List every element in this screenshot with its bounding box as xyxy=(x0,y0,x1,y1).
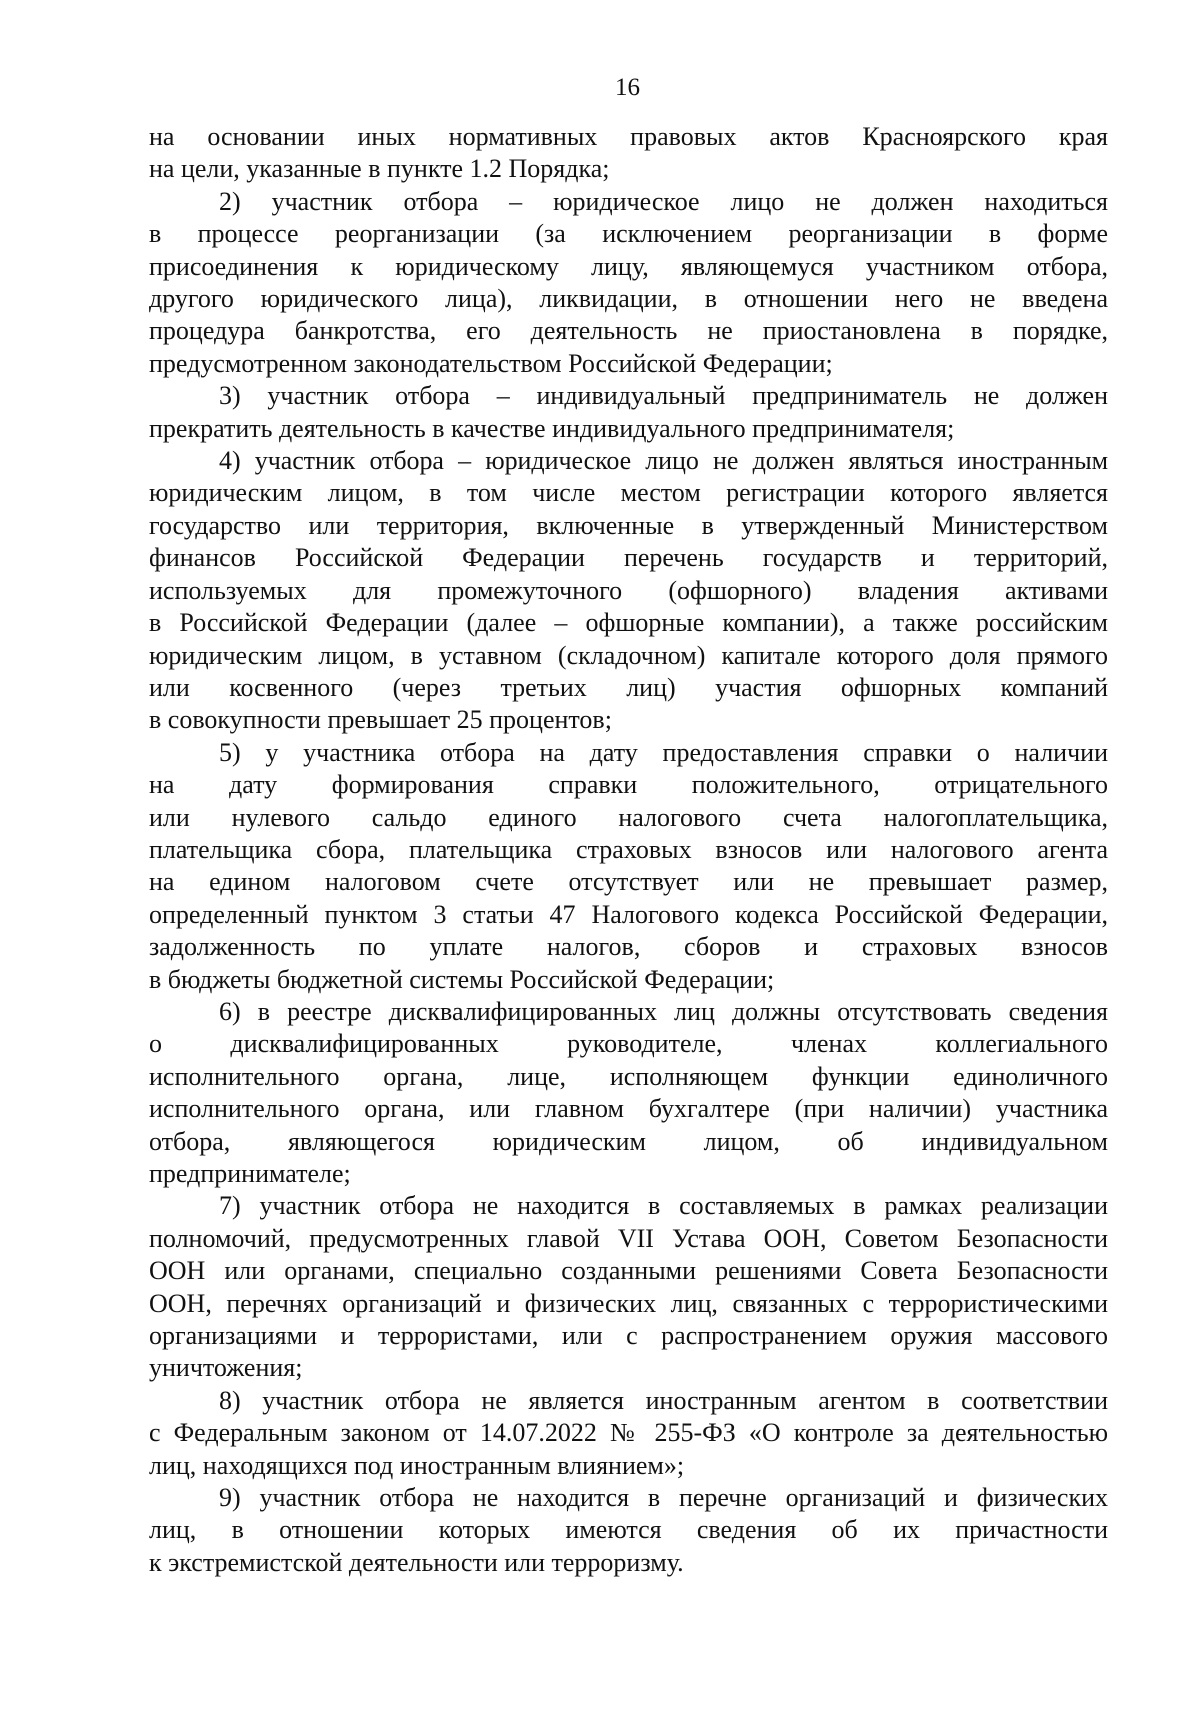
text-line: исполнительного органа, или главном бухгалтере (при наличии) участника xyxy=(149,1094,1108,1124)
text-line: на дату формирования справки положительного, отрицательного xyxy=(149,770,1108,800)
text-line: ООН или органами, специально созданными решениями Совета Безопасности xyxy=(149,1256,1108,1286)
text-line: в бюджеты бюджетной системы Российской Федерации; xyxy=(149,964,775,994)
text-line: 8) участник отбора не является иностранным агентом в соответствии xyxy=(219,1385,1108,1415)
text-line: или косвенного (через третьих лиц) участия офшорных компаний xyxy=(149,672,1108,702)
text-line: к экстремистской деятельности или терроризму. xyxy=(149,1547,684,1577)
paragraph-p2 xyxy=(149,186,1108,380)
text-line: процедура банкротства, его деятельность не приостановлена в порядке, xyxy=(149,316,1108,346)
text-line: в процессе реорганизации (за исключением реорганизации в форме xyxy=(149,219,1108,249)
text-line: плательщика сбора, плательщика страховых взносов или налогового агента xyxy=(149,834,1108,864)
text-line: определенный пунктом 3 статьи 47 Налогового кодекса Российской Федерации, xyxy=(149,899,1108,929)
paragraph-p9 xyxy=(149,1482,1108,1579)
text-line: лиц, в отношении которых имеются сведения об их причастности xyxy=(149,1515,1108,1545)
text-line: 7) участник отбора не находится в составляемых в рамках реализации xyxy=(219,1191,1108,1221)
paragraph-p5 xyxy=(149,737,1108,996)
text-line: 4) участник отбора – юридическое лицо не должен являться иностранным xyxy=(219,446,1108,476)
text-line: прекратить деятельность в качестве индивидуального предпринимателя; xyxy=(149,413,955,443)
text-line: в Российской Федерации (далее – офшорные компании), а также российским xyxy=(149,608,1108,638)
text-line: или нулевого сальдо единого налогового счета налогоплательщика, xyxy=(149,802,1108,832)
text-line: 5) у участника отбора на дату предоставления справки о наличии xyxy=(219,737,1108,767)
text-line: задолженность по уплате налогов, сборов и страховых взносов xyxy=(149,932,1108,962)
paragraph-p7 xyxy=(149,1190,1108,1384)
text-line: 2) участник отбора – юридическое лицо не должен находиться xyxy=(219,186,1108,216)
page-number: 16 xyxy=(615,74,640,101)
text-line: отбора, являющегося юридическим лицом, об индивидуальном xyxy=(149,1126,1108,1156)
paragraph-p3 xyxy=(149,380,1108,445)
text-line: предпринимателе; xyxy=(149,1159,351,1188)
text-line: с Федеральным законом от 14.07.2022 № 255-ФЗ «О контроле за деятельностью xyxy=(149,1418,1108,1448)
paragraph-p0 xyxy=(149,121,1108,186)
text-line: юридическим лицом, в том числе местом регистрации которого является xyxy=(149,478,1108,508)
text-line: на едином налоговом счете отсутствует или не превышает размер, xyxy=(149,867,1108,897)
text-line: лиц, находящихся под иностранным влиянием»; xyxy=(149,1450,685,1480)
document-body xyxy=(149,121,1108,1579)
text-line: на основании иных нормативных правовых актов Красноярского края xyxy=(149,122,1108,151)
text-line: государство или территория, включенные в утвержденный Министерством xyxy=(149,510,1108,540)
paragraph-p4 xyxy=(149,445,1108,737)
text-line: в совокупности превышает 25 процентов; xyxy=(149,705,612,735)
text-line: исполнительного органа, лице, исполняющем функции единоличного xyxy=(149,1061,1108,1091)
text-line: присоединения к юридическому лицу, являющемуся участником отбора, xyxy=(149,251,1108,281)
text-line: другого юридического лица), ликвидации, в отношении него не введена xyxy=(149,284,1108,314)
text-line: на цели, указанные в пункте 1.2 Порядка; xyxy=(149,154,610,184)
paragraph-p8 xyxy=(149,1385,1108,1482)
text-line: используемых для промежуточного (офшорного) владения активами xyxy=(149,575,1108,605)
text-line: организациями и террористами, или с распространением оружия массового xyxy=(149,1321,1108,1351)
text-line: полномочий, предусмотренных главой VII Устава ООН, Советом Безопасности xyxy=(149,1223,1108,1253)
text-line: юридическим лицом, в уставном (складочном) капитале которого доля прямого xyxy=(149,640,1108,670)
paragraph-p6 xyxy=(149,996,1108,1190)
text-line: финансов Российской Федерации перечень государств и территорий, xyxy=(149,543,1108,573)
text-line: предусмотренном законодательством Российской Федерации; xyxy=(149,348,833,378)
text-line: о дисквалифицированных руководителе, членах коллегиального xyxy=(149,1029,1108,1059)
text-line: уничтожения; xyxy=(149,1353,303,1383)
text-line: 3) участник отбора – индивидуальный предприниматель не должен xyxy=(219,381,1108,411)
text-line: 9) участник отбора не находится в перечне организаций и физических xyxy=(219,1483,1108,1513)
text-line: ООН, перечнях организаций и физических лиц, связанных с террористическими xyxy=(149,1288,1108,1318)
text-line: 6) в реестре дисквалифицированных лиц должны отсутствовать сведения xyxy=(219,996,1108,1026)
